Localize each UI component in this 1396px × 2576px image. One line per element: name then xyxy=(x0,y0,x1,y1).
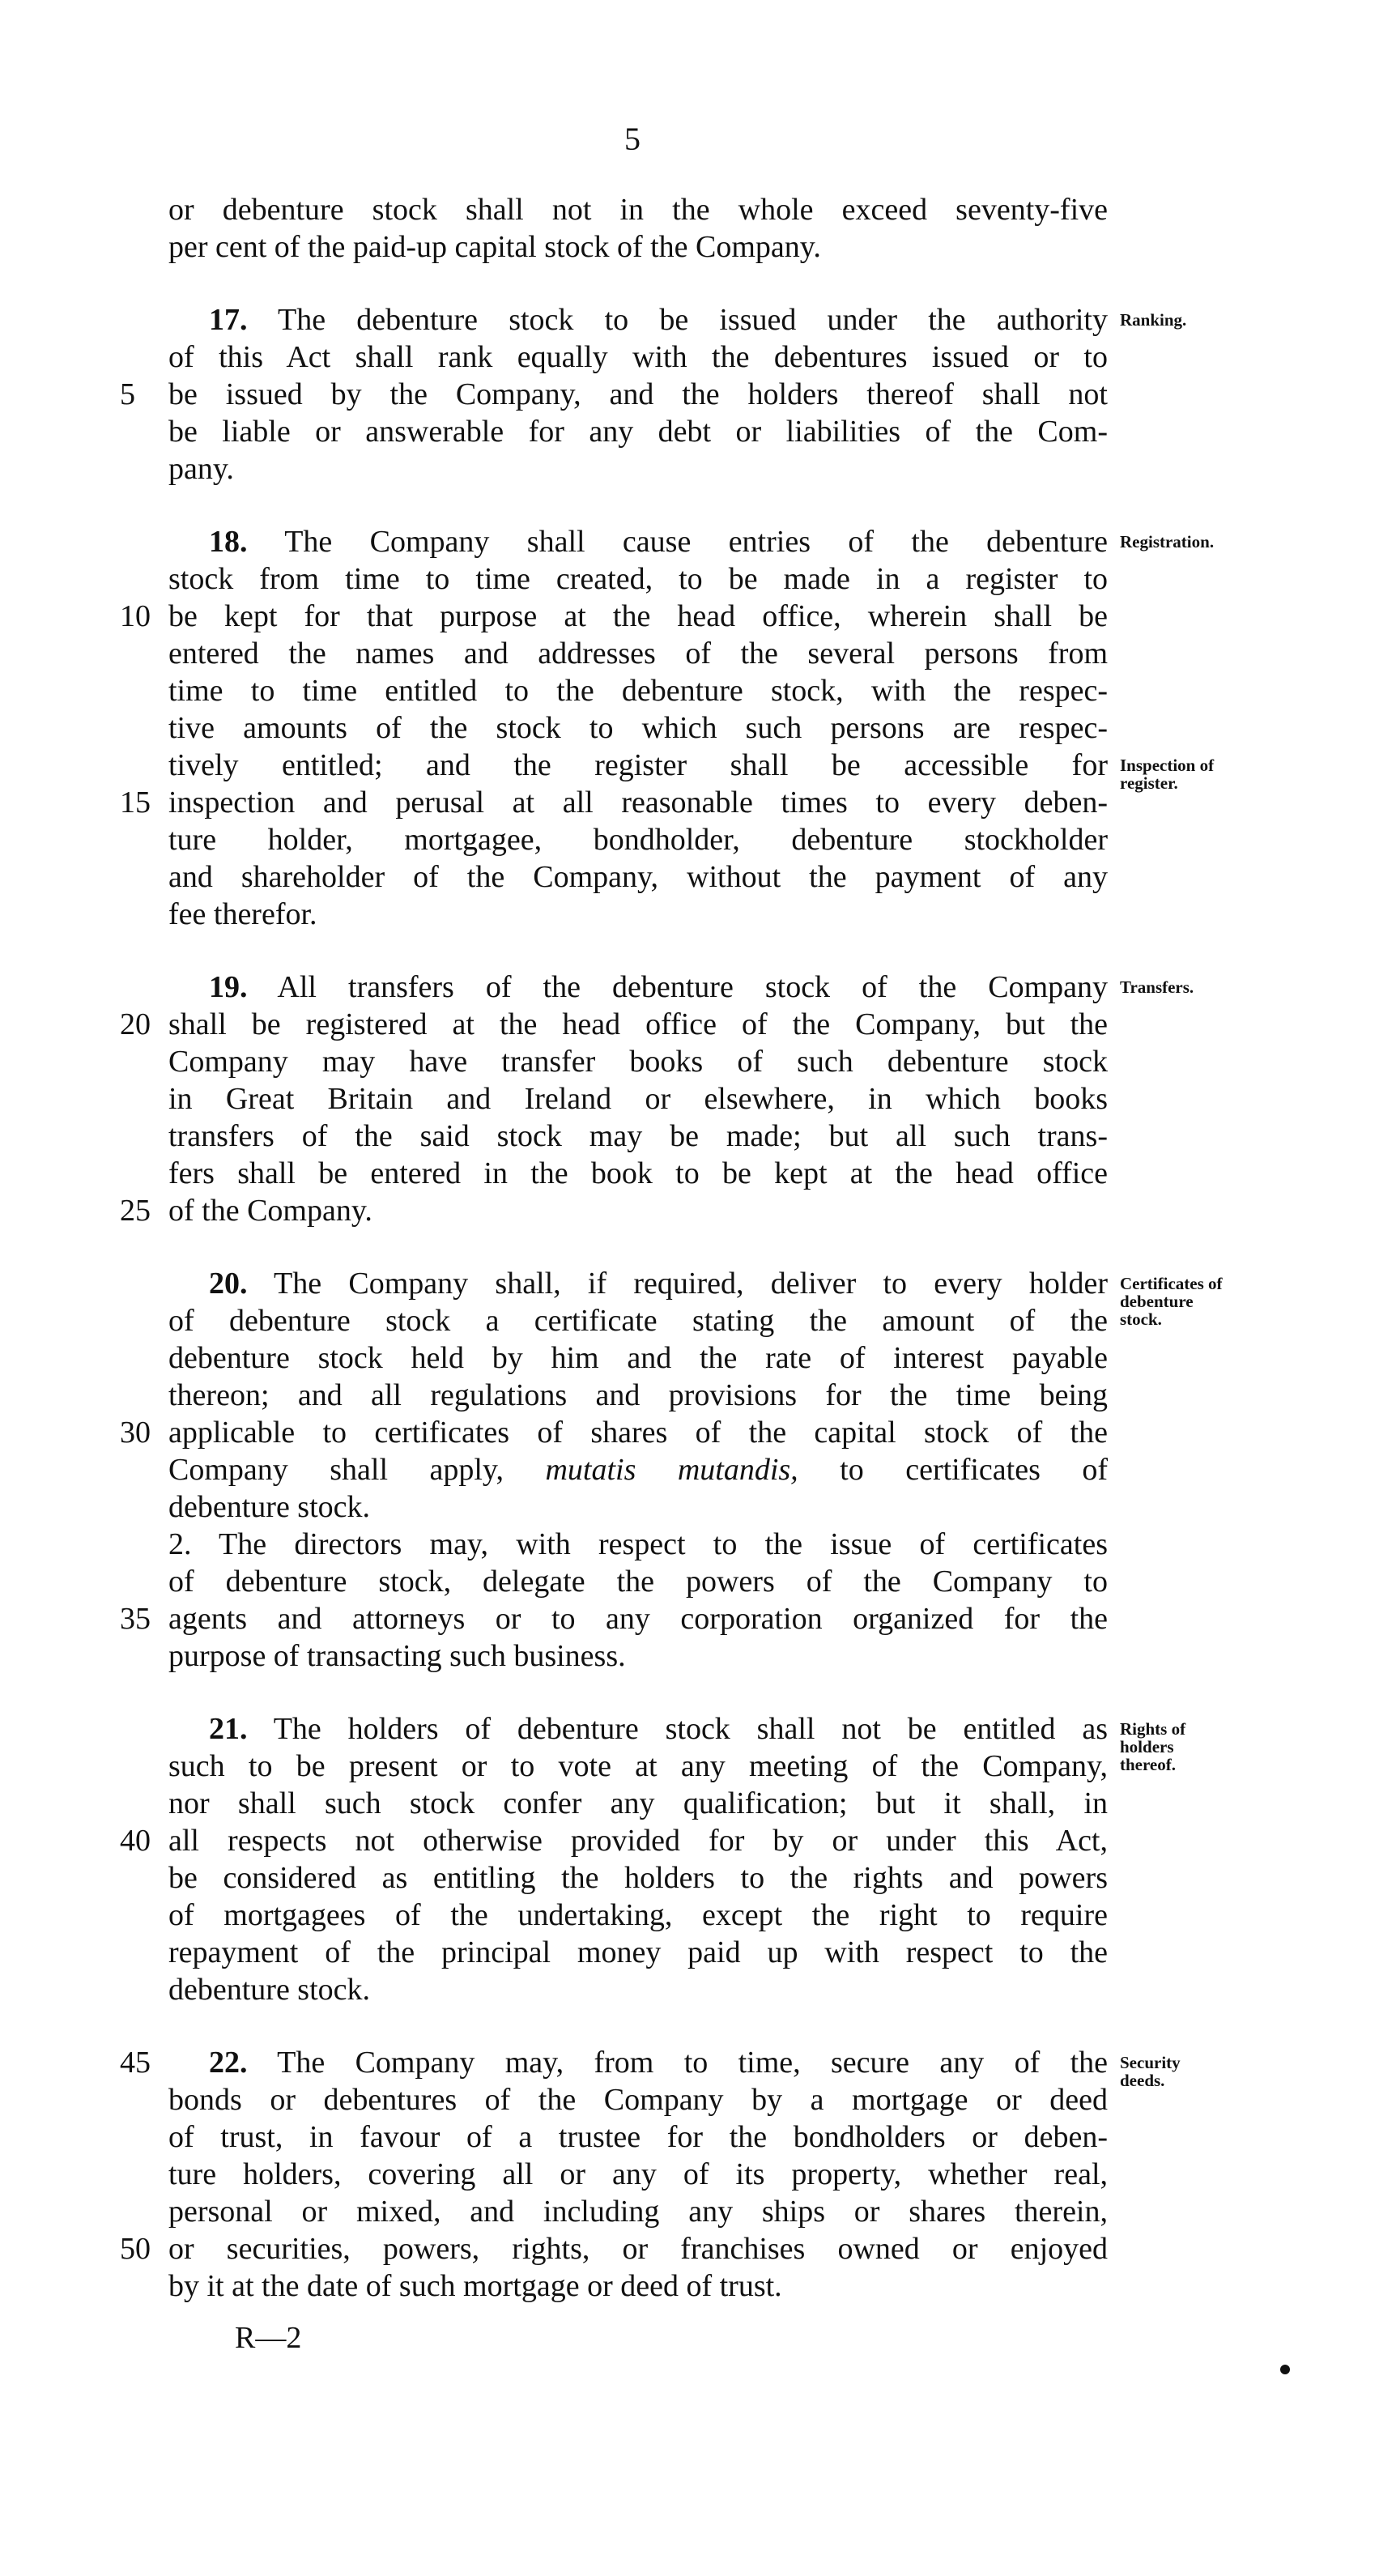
text-line: 2. The directors may, with respect to the issue of certificates xyxy=(168,1527,1108,1561)
text-line: personal or mixed, and including any ships or shares therein, xyxy=(168,2195,1108,2229)
margin-note: Transfers. xyxy=(1120,977,1194,997)
text-line: stock from time to time created, to be made in a register to xyxy=(168,562,1108,596)
text-line: and shareholder of the Company, without the payment of any xyxy=(168,860,1108,894)
text-line: bonds or debentures of the Company by a mortgage or deed xyxy=(168,2083,1108,2117)
text-line: be issued by the Company, and the holders thereof shall not xyxy=(168,377,1108,411)
margin-note: Registration. xyxy=(1120,532,1215,551)
page-number: 5 xyxy=(624,121,641,157)
text-line: 22. The Company may, from to time, secure any of the xyxy=(209,2046,1108,2080)
section-number: 19. xyxy=(209,970,248,1004)
text-line: debenture stock. xyxy=(168,1490,371,1524)
margin-note: Inspection of register. xyxy=(1120,756,1215,793)
section-number: 17. xyxy=(209,303,248,337)
text-line: nor shall such stock confer any qualification; but it shall, in xyxy=(168,1786,1108,1820)
text-line: Company shall apply, mutatis mutandis, to certificates of xyxy=(168,1453,1109,1487)
text-line: ture holder, mortgagee, bondholder, debenture stockholder xyxy=(168,823,1108,857)
line-number: 5 xyxy=(120,377,135,411)
line-number: 20 xyxy=(120,1007,151,1041)
text-line: by it at the date of such mortgage or deed of trust. xyxy=(168,2269,782,2303)
section-number: 21. xyxy=(209,1712,248,1746)
line-number: 40 xyxy=(120,1824,151,1858)
text-line: tively entitled; and the register shall be accessible for xyxy=(168,748,1108,782)
text-line: be kept for that purpose at the head office, wherein shall be xyxy=(168,599,1108,633)
text-line: thereon; and all regulations and provisions for the time being xyxy=(168,1378,1108,1412)
text-line: tive amounts of the stock to which such persons are respec- xyxy=(168,711,1108,745)
line-number: 30 xyxy=(120,1416,151,1450)
text-line: entered the names and addresses of the several persons from xyxy=(168,637,1108,671)
text-line: of trust, in favour of a trustee for the bondholders or deben- xyxy=(168,2120,1108,2154)
section-number: 20. xyxy=(209,1267,248,1301)
text-line: of debenture stock a certificate stating the amount of the xyxy=(168,1304,1108,1338)
text-line: time to time entitled to the debenture stock, with the respec- xyxy=(168,674,1108,708)
text-line: of mortgagees of the undertaking, except the right to require xyxy=(168,1898,1108,1932)
margin-note: Security deeds. xyxy=(1120,2053,1181,2090)
text-line: applicable to certificates of shares of the capital stock of the xyxy=(168,1416,1108,1450)
text-line: per cent of the paid-up capital stock of the Company. xyxy=(168,230,821,264)
text-line: inspection and perusal at all reasonable times to every deben- xyxy=(168,786,1108,820)
line-number: 45 xyxy=(120,2046,151,2080)
text-line: of this Act shall rank equally with the debentures issued or to xyxy=(168,340,1108,374)
text-line: or debenture stock shall not in the whole exceed seventy-five xyxy=(168,193,1108,227)
text-line: 17. The debenture stock to be issued under the authority xyxy=(209,303,1108,337)
text-line: transfers of the said stock may be made; but all such trans- xyxy=(168,1119,1108,1153)
text-line: in Great Britain and Ireland or elsewhere, in which books xyxy=(168,1082,1108,1116)
text-line: fee therefor. xyxy=(168,897,317,931)
text-line: repayment of the principal money paid up with respect to the xyxy=(168,1935,1108,1969)
text-line: such to be present or to vote at any meeting of the Company, xyxy=(168,1749,1108,1783)
text-line: debenture stock. xyxy=(168,1973,371,2007)
ink-dot xyxy=(1280,2365,1290,2374)
text-line: pany. xyxy=(168,452,234,486)
signature-mark: R—2 xyxy=(235,2321,302,2355)
line-number: 15 xyxy=(120,786,151,820)
section-number: 18. xyxy=(209,525,248,559)
italic-phrase: mutatis mutandis, xyxy=(545,1453,798,1487)
text-line: be liable or answerable for any debt or liabilities of the Com- xyxy=(168,415,1108,449)
text-line: 18. The Company shall cause entries of the debenture xyxy=(209,525,1108,559)
line-number: 25 xyxy=(120,1194,151,1228)
text-line: of the Company. xyxy=(168,1194,372,1228)
text-line: Company may have transfer books of such debenture stock xyxy=(168,1045,1108,1079)
text-line: 19. All transfers of the debenture stock of the Company xyxy=(209,970,1108,1004)
line-number: 10 xyxy=(120,599,151,633)
line-number: 50 xyxy=(120,2232,151,2266)
text-line: 20. The Company shall, if required, deliver to every holder xyxy=(209,1267,1108,1301)
text-line: all respects not otherwise provided for by or under this Act, xyxy=(168,1824,1108,1858)
text-line: or securities, powers, rights, or franchises owned or enjoyed xyxy=(168,2232,1108,2266)
text-line: agents and attorneys or to any corporation organized for the xyxy=(168,1602,1108,1636)
text-line: 21. The holders of debenture stock shall not be entitled as xyxy=(209,1712,1108,1746)
text-line: ture holders, covering all or any of its property, whether real, xyxy=(168,2157,1108,2191)
line-number: 35 xyxy=(120,1602,151,1636)
margin-note: Rights of holders thereof. xyxy=(1120,1719,1186,1774)
text-line: of debenture stock, delegate the powers of the Company to xyxy=(168,1565,1108,1599)
text-line: purpose of transacting such business. xyxy=(168,1639,626,1673)
margin-note: Certificates of debenture stock. xyxy=(1120,1274,1223,1329)
text-line: fers shall be entered in the book to be kept at the head office xyxy=(168,1156,1108,1190)
margin-note: Ranking. xyxy=(1120,310,1187,330)
text-line: shall be registered at the head office of the Company, but the xyxy=(168,1007,1108,1041)
text-line: be considered as entitling the holders to the rights and powers xyxy=(168,1861,1108,1895)
text-line: debenture stock held by him and the rate of interest payable xyxy=(168,1341,1108,1375)
section-number: 22. xyxy=(209,2046,248,2080)
